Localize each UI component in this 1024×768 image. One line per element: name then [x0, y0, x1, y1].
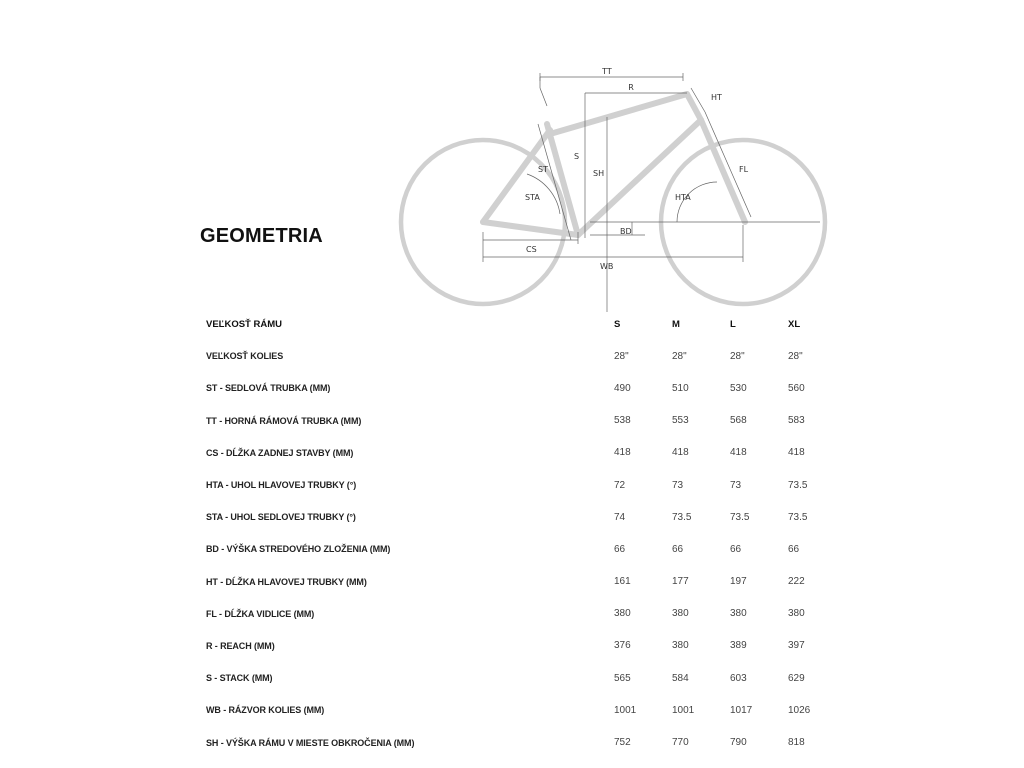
row-value: 418	[614, 447, 631, 459]
row-value: 376	[614, 640, 631, 652]
row-label: BD - VÝŠKA STREDOVÉHO ZLOŽENIA (MM)	[206, 544, 391, 555]
row-label: HT - DĹŽKA HLAVOVEJ TRUBKY (MM)	[206, 576, 367, 587]
label-ht: HT	[711, 93, 722, 102]
row-value: 490	[614, 382, 631, 394]
row-value: 565	[614, 672, 631, 684]
head-tube	[687, 94, 701, 120]
row-value: 197	[730, 576, 747, 588]
table-row	[206, 405, 846, 437]
row-value: 222	[788, 576, 805, 588]
row-label: FL - DĹŽKA VIDLICE (MM)	[206, 608, 315, 619]
table-row	[206, 662, 846, 694]
row-value: 161	[614, 576, 631, 588]
row-value: 583	[788, 415, 805, 427]
label-s: S	[574, 152, 580, 161]
table-row	[206, 694, 846, 726]
table-row	[206, 533, 846, 565]
row-value: 66	[614, 543, 626, 555]
row-value: 73.5	[672, 511, 692, 523]
row-value: 629	[788, 672, 805, 684]
header-size-m: M	[672, 318, 680, 330]
row-value: 1001	[672, 704, 695, 716]
row-value: 770	[672, 737, 689, 749]
label-hta: HTA	[675, 193, 691, 202]
row-value: 1017	[730, 704, 753, 716]
row-label: CS - DĹŽKA ZADNEJ STAVBY (MM)	[206, 447, 354, 458]
row-value: 1026	[788, 704, 811, 716]
label-fl: FL	[739, 165, 749, 174]
table-row	[206, 437, 846, 469]
table-row	[206, 566, 846, 598]
row-value: 72	[614, 479, 626, 491]
row-value: 752	[614, 737, 631, 749]
header-size-s: S	[614, 318, 621, 330]
table-row	[206, 630, 846, 662]
row-value: 790	[730, 737, 747, 749]
label-tt: TT	[602, 67, 612, 76]
table-header-row	[206, 308, 846, 340]
row-value: 74	[614, 511, 626, 523]
row-value: 418	[730, 447, 747, 459]
row-label: WB - RÁZVOR KOLIES (MM)	[206, 705, 325, 716]
label-bd: BD	[620, 227, 632, 236]
row-value: 418	[788, 447, 805, 459]
page-title: GEOMETRIA	[200, 225, 323, 247]
row-value: 73.5	[730, 511, 750, 523]
label-st: ST	[538, 165, 548, 174]
row-value: 397	[788, 640, 805, 652]
row-value: 568	[730, 415, 747, 427]
row-value: 73.5	[788, 479, 808, 491]
row-value: 28"	[730, 350, 745, 362]
top-tube	[550, 94, 687, 134]
label-wb: WB	[600, 262, 614, 271]
row-value: 380	[672, 640, 689, 652]
label-r: R	[628, 83, 634, 92]
table-row	[206, 372, 846, 404]
header-size-l: L	[730, 318, 736, 330]
row-value: 418	[672, 447, 689, 459]
table-row	[206, 469, 846, 501]
header-label: VEĽKOSŤ RÁMU	[206, 318, 282, 330]
table-body	[206, 340, 846, 758]
row-value: 584	[672, 672, 689, 684]
label-sta: STA	[525, 193, 540, 202]
row-label: ST - SEDLOVÁ TRUBKA (MM)	[206, 383, 331, 394]
table-row	[206, 598, 846, 630]
geometry-table	[206, 308, 846, 759]
row-value: 380	[614, 608, 631, 620]
row-value: 28"	[788, 350, 803, 362]
row-label: TT - HORNÁ RÁMOVÁ TRUBKA (MM)	[206, 415, 362, 426]
row-label: STA - UHOL SEDLOVEJ TRUBKY (°)	[206, 512, 356, 523]
table-row	[206, 501, 846, 533]
row-value: 380	[788, 608, 805, 620]
label-sh: SH	[593, 169, 605, 178]
row-value: 530	[730, 382, 747, 394]
row-value: 66	[788, 543, 800, 555]
row-value: 603	[730, 672, 747, 684]
row-label: SH - VÝŠKA RÁMU V MIESTE OBKROČENIA (MM)	[206, 737, 415, 748]
row-value: 538	[614, 415, 631, 427]
table-row	[206, 340, 846, 372]
row-value: 66	[730, 543, 742, 555]
row-value: 177	[672, 576, 689, 588]
seat-stay	[483, 130, 550, 222]
row-value: 28"	[614, 350, 629, 362]
row-label: VEĽKOSŤ KOLIES	[206, 351, 284, 362]
row-label: HTA - UHOL HLAVOVEJ TRUBKY (°)	[206, 480, 357, 491]
row-value: 380	[672, 608, 689, 620]
bike-geometry-diagram	[395, 62, 835, 317]
row-value: 510	[672, 382, 689, 394]
row-value: 73	[672, 479, 684, 491]
bike-geometry-svg	[395, 62, 835, 317]
row-value: 66	[672, 543, 684, 555]
row-value: 73	[730, 479, 742, 491]
bike-frame	[483, 94, 745, 235]
row-value: 560	[788, 382, 805, 394]
row-value: 1001	[614, 704, 637, 716]
header-size-xl: XL	[788, 318, 801, 330]
row-value: 818	[788, 737, 805, 749]
row-label: R - REACH (MM)	[206, 640, 275, 651]
row-value: 380	[730, 608, 747, 620]
row-value: 28"	[672, 350, 687, 362]
row-value: 389	[730, 640, 747, 652]
row-value: 73.5	[788, 511, 808, 523]
table-row	[206, 726, 846, 758]
label-cs: CS	[526, 245, 537, 254]
row-label: S - STACK (MM)	[206, 673, 273, 684]
row-value: 553	[672, 415, 689, 427]
